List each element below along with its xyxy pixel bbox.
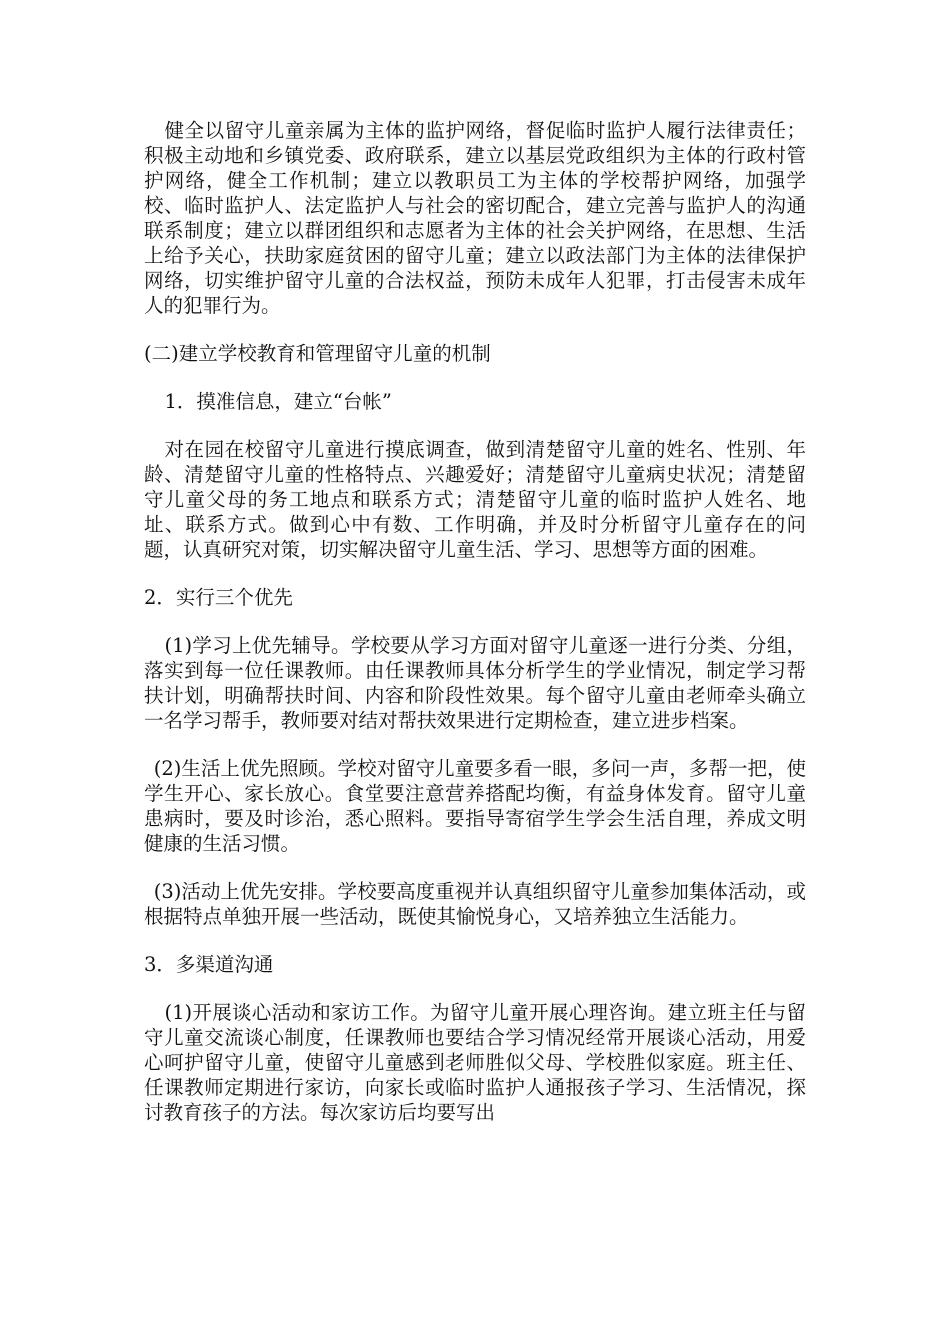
subheading-three-priorities: 2．实行三个优先	[144, 586, 293, 609]
paragraph-talks-home-visits: (1)开展谈心活动和家访工作。为留守儿童开展心理咨询。建立班主任与留守儿童交流谈心制度，任课教师也要结合学习情况经常开展谈心活动，用爱心呵护留守儿童，使留守儿童感到老师胜似父母、学校胜似家庭。班主任、任课教师定期进行家访，向家长或临时监护人通报孩子学习、生活情况，探讨教育孩子的方法。每次家访后均要写出	[144, 1001, 806, 1124]
paragraph-study-priority: (1)学习上优先辅导。学校要从学习方面对留守儿童逐一进行分类、分组，落实到每一位任课教师。由任课教师具体分析学生的学业情况，制定学习帮扶计划，明确帮扶时间、内容和阶段性效果。每个留守儿童由老师牵头确立一名学习帮手，教师要对结对帮扶效果进行定期检查，建立进步档案。	[144, 634, 806, 732]
document-page	[144, 118, 806, 1125]
subheading-accurate-info: 1．摸准信息，建立“台帐”	[164, 390, 392, 413]
paragraph-activity-priority: (3)活动上优先安排。学校要高度重视并认真组织留守儿童参加集体活动，或根据特点单独开展一些活动，既使其愉悦身心，又培养独立生活能力。	[144, 880, 806, 928]
section-heading-school-mechanism: (二)建立学校教育和管理留守儿童的机制	[144, 342, 491, 365]
paragraph-life-priority: (2)生活上优先照顾。学校对留守儿童要多看一眼，多问一声，多帮一把，使学生开心、家长放心。食堂要注意营养搭配均衡，有益身体发育。留守儿童患病时，要及时诊治，悉心照料。要指导寄宿学生学会生活自理，养成文明健康的生活习惯。	[144, 757, 806, 855]
paragraph-guardianship-network: 健全以留守儿童亲属为主体的监护网络，督促临时监护人履行法律责任；积极主动地和乡镇党委、政府联系，建立以基层党政组织为主体的行政村管护网络，健全工作机制；建立以教职员工为主体的学校帮护网络，加强学校、临时监护人、法定监护人与社会的密切配合，建立完善与监护人的沟通联系制度；建立以群团组织和志愿者为主体的社会关护网络，在思想、生活上给予关心，扶助家庭贫困的留守儿童；建立以政法部门为主体的法律保护网络，切实维护留守儿童的合法权益，预防未成年人犯罪，打击侵害未成年人的犯罪行为。	[144, 119, 806, 317]
paragraph-survey: 对在园在校留守儿童进行摸底调查，做到清楚留守儿童的姓名、性别、年龄、清楚留守儿童的性格特点、兴趣爱好；清楚留守儿童病史状况；清楚留守儿童父母的务工地点和联系方式；清楚留守儿童的临时监护人姓名、地址、联系方式。做到心中有数、工作明确，并及时分析留守儿童存在的问题，认真研究对策，切实解决留守儿童生活、学习、思想等方面的困难。	[144, 438, 806, 561]
subheading-multi-channel: 3．多渠道沟通	[144, 953, 274, 976]
